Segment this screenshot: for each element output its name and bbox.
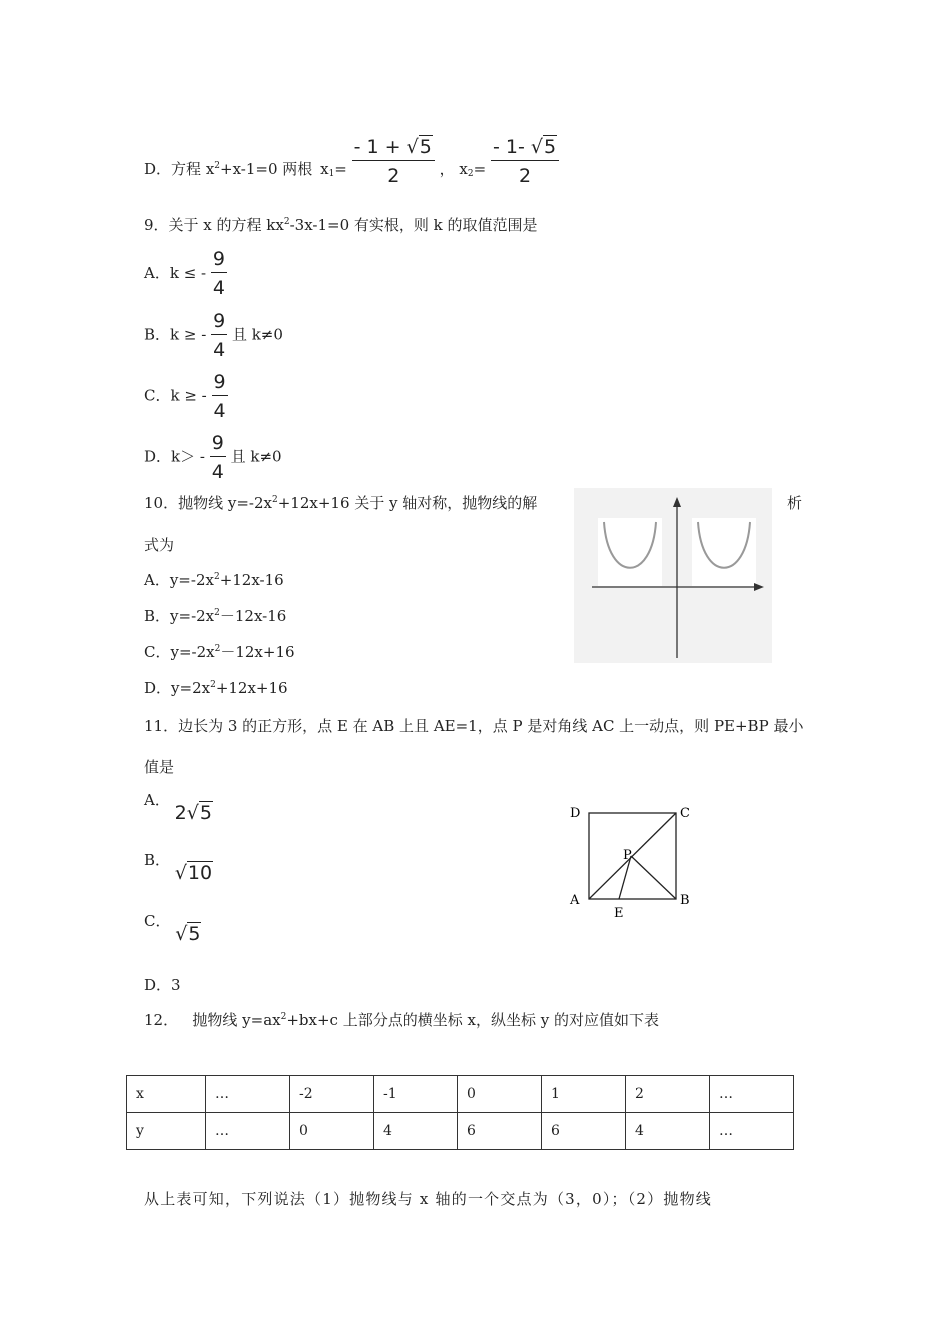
q9-d-den: 4 (211, 461, 224, 483)
q9-c-num: 9 (212, 371, 228, 396)
q9-d-fraction (210, 432, 226, 483)
q11-label-b: B (680, 893, 690, 908)
q8-d-x1-den: 2 (387, 165, 400, 187)
q11-label-a: A (570, 893, 580, 908)
q8-d-x1-num: - 1 + (353, 136, 407, 158)
q8-d-x1-fraction: $\frac{- 1 + √5}{2}$ (352, 136, 435, 187)
table-cell: 2 (626, 1076, 710, 1113)
q8-option-d (144, 138, 559, 188)
q8-d-x2-num: - 1- (492, 136, 531, 158)
q8-d-x2-label: $x_2=$ (459, 159, 487, 179)
q11-option-d: D．3 (144, 976, 181, 994)
q9-c-den: 4 (213, 400, 226, 422)
q9-d-label: D．k＞ - (144, 447, 205, 466)
q11-c-rad: 5 (188, 923, 201, 945)
table-cell: 1 (542, 1076, 626, 1113)
q11-stem-line1: 11．边长为 3 的正方形，点 E 在 AB 上且 AE=1，点 P 是对角线 AC 上一动点，则 PE+BP 最小 (144, 717, 804, 735)
q11-c-value: √5 (175, 923, 201, 945)
q10-y-axis-arrow (673, 497, 681, 507)
q10-option-c: C．$y=-2x^2-12x+16$ (144, 643, 295, 661)
q9-b-suffix: 且 k≠0 (231, 325, 283, 344)
q8-d-roots-text: 两根 (282, 159, 313, 178)
q9-c-label: C．k ≥ - (144, 386, 207, 405)
q9-option-d (144, 432, 282, 483)
q8-d-x2-rad: 5 (543, 136, 557, 158)
q8-d-label: D．方程 (144, 159, 202, 178)
q10-option-b: B．$y=-2x^2-12x-16$ (144, 607, 287, 625)
q9-d-suffix: 且 k≠0 (230, 447, 282, 466)
q9-b-label: B．k ≥ - (144, 325, 207, 344)
q9-b-fraction (211, 310, 227, 361)
q9-c-fraction (212, 371, 228, 422)
q11-b-rad: 10 (187, 862, 213, 884)
q11-a-coef: 2 (174, 802, 187, 824)
table-cell: … (710, 1076, 794, 1113)
q10-stem-line1: 10．抛物线 $y=-2x^2+12x+16$ 关于 y 轴对称，抛物线的解 (144, 494, 538, 512)
q8-d-x1-rad: 5 (419, 136, 432, 158)
table-cell: 0 (458, 1076, 542, 1113)
q9-b-num: 9 (211, 310, 227, 335)
table-cell: 4 (626, 1113, 710, 1150)
q9-option-b (144, 310, 283, 361)
table-cell: … (206, 1113, 290, 1150)
q8-d-x2-den: 2 (518, 165, 532, 187)
q10-option-d: D．$y=2x^2+12x+16$ (144, 679, 288, 697)
q9-b-den: 4 (213, 339, 226, 361)
q11-option-b (144, 851, 213, 884)
q10-stem-tail: 析 (787, 494, 803, 512)
q12-stem: 12． 抛物线 $y=ax^2+bx+c$ 上部分点的横坐标 x，纵坐标 y 的对应值如下表 (144, 1011, 659, 1029)
q9-a-label: A．k ≤ - (144, 263, 207, 282)
q10-x-axis-arrow (754, 583, 764, 591)
q11-option-c (144, 912, 201, 945)
table-cell: … (710, 1113, 794, 1150)
q11-label-p: P (623, 848, 632, 863)
q10-stem-line2: 式为 (144, 536, 175, 554)
q9-a-den: 4 (212, 277, 225, 299)
table-cell: … (206, 1076, 290, 1113)
table-cell: 0 (290, 1113, 374, 1150)
q11-square-figure (560, 800, 700, 925)
q9-option-c (144, 371, 228, 422)
q11-b-label: B． (144, 851, 171, 869)
q11-segment-pb (631, 856, 676, 899)
q11-option-a (144, 791, 213, 824)
q10-option-a: A．$y=-2x^2+12x-16$ (144, 571, 284, 589)
q10-parabola-graph (574, 488, 772, 663)
q9-a-fraction (211, 248, 227, 299)
table-cell: 4 (374, 1113, 458, 1150)
q9-a-num: 9 (211, 248, 227, 273)
table-row (127, 1076, 794, 1113)
table-cell: -1 (374, 1076, 458, 1113)
q11-stem-line2: 值是 (144, 758, 175, 776)
q10-left-panel (598, 518, 662, 586)
table-cell: y (127, 1113, 206, 1150)
q8-d-equation: $x^2+x-1=0$ (205, 159, 278, 178)
table-cell: 6 (458, 1113, 542, 1150)
table-cell: -2 (290, 1076, 374, 1113)
q10-right-panel (692, 518, 756, 586)
q11-a-label: A． (144, 791, 170, 809)
q11-label-d: D (570, 806, 581, 821)
q9-d-num: 9 (210, 432, 226, 457)
q12-value-table (126, 1075, 794, 1150)
q11-c-label: C． (144, 912, 171, 930)
q11-a-value: 2√5 (174, 802, 212, 824)
table-cell: 6 (542, 1113, 626, 1150)
q12-conclusion: 从上表可知，下列说法（1）抛物线与 x 轴的一个交点为（3，0）；（2）抛物线 (144, 1190, 712, 1208)
q11-label-e: E (614, 906, 624, 921)
q11-label-c: C (680, 806, 690, 821)
table-cell: x (127, 1076, 206, 1113)
q9-option-a (144, 248, 227, 299)
q9-stem: 9．关于 x 的方程 $kx^2-3x-1=0$ 有实根，则 k 的取值范围是 (144, 216, 538, 234)
q11-a-rad: 5 (199, 802, 212, 824)
table-row (127, 1113, 794, 1150)
q8-d-x1-label: $x_1=$ (320, 159, 347, 179)
q8-d-sep: ， (439, 159, 455, 178)
q11-b-value: √10 (174, 862, 213, 884)
q8-d-x2-fraction: $\frac{- 1- √5}{2}$ (491, 136, 559, 187)
